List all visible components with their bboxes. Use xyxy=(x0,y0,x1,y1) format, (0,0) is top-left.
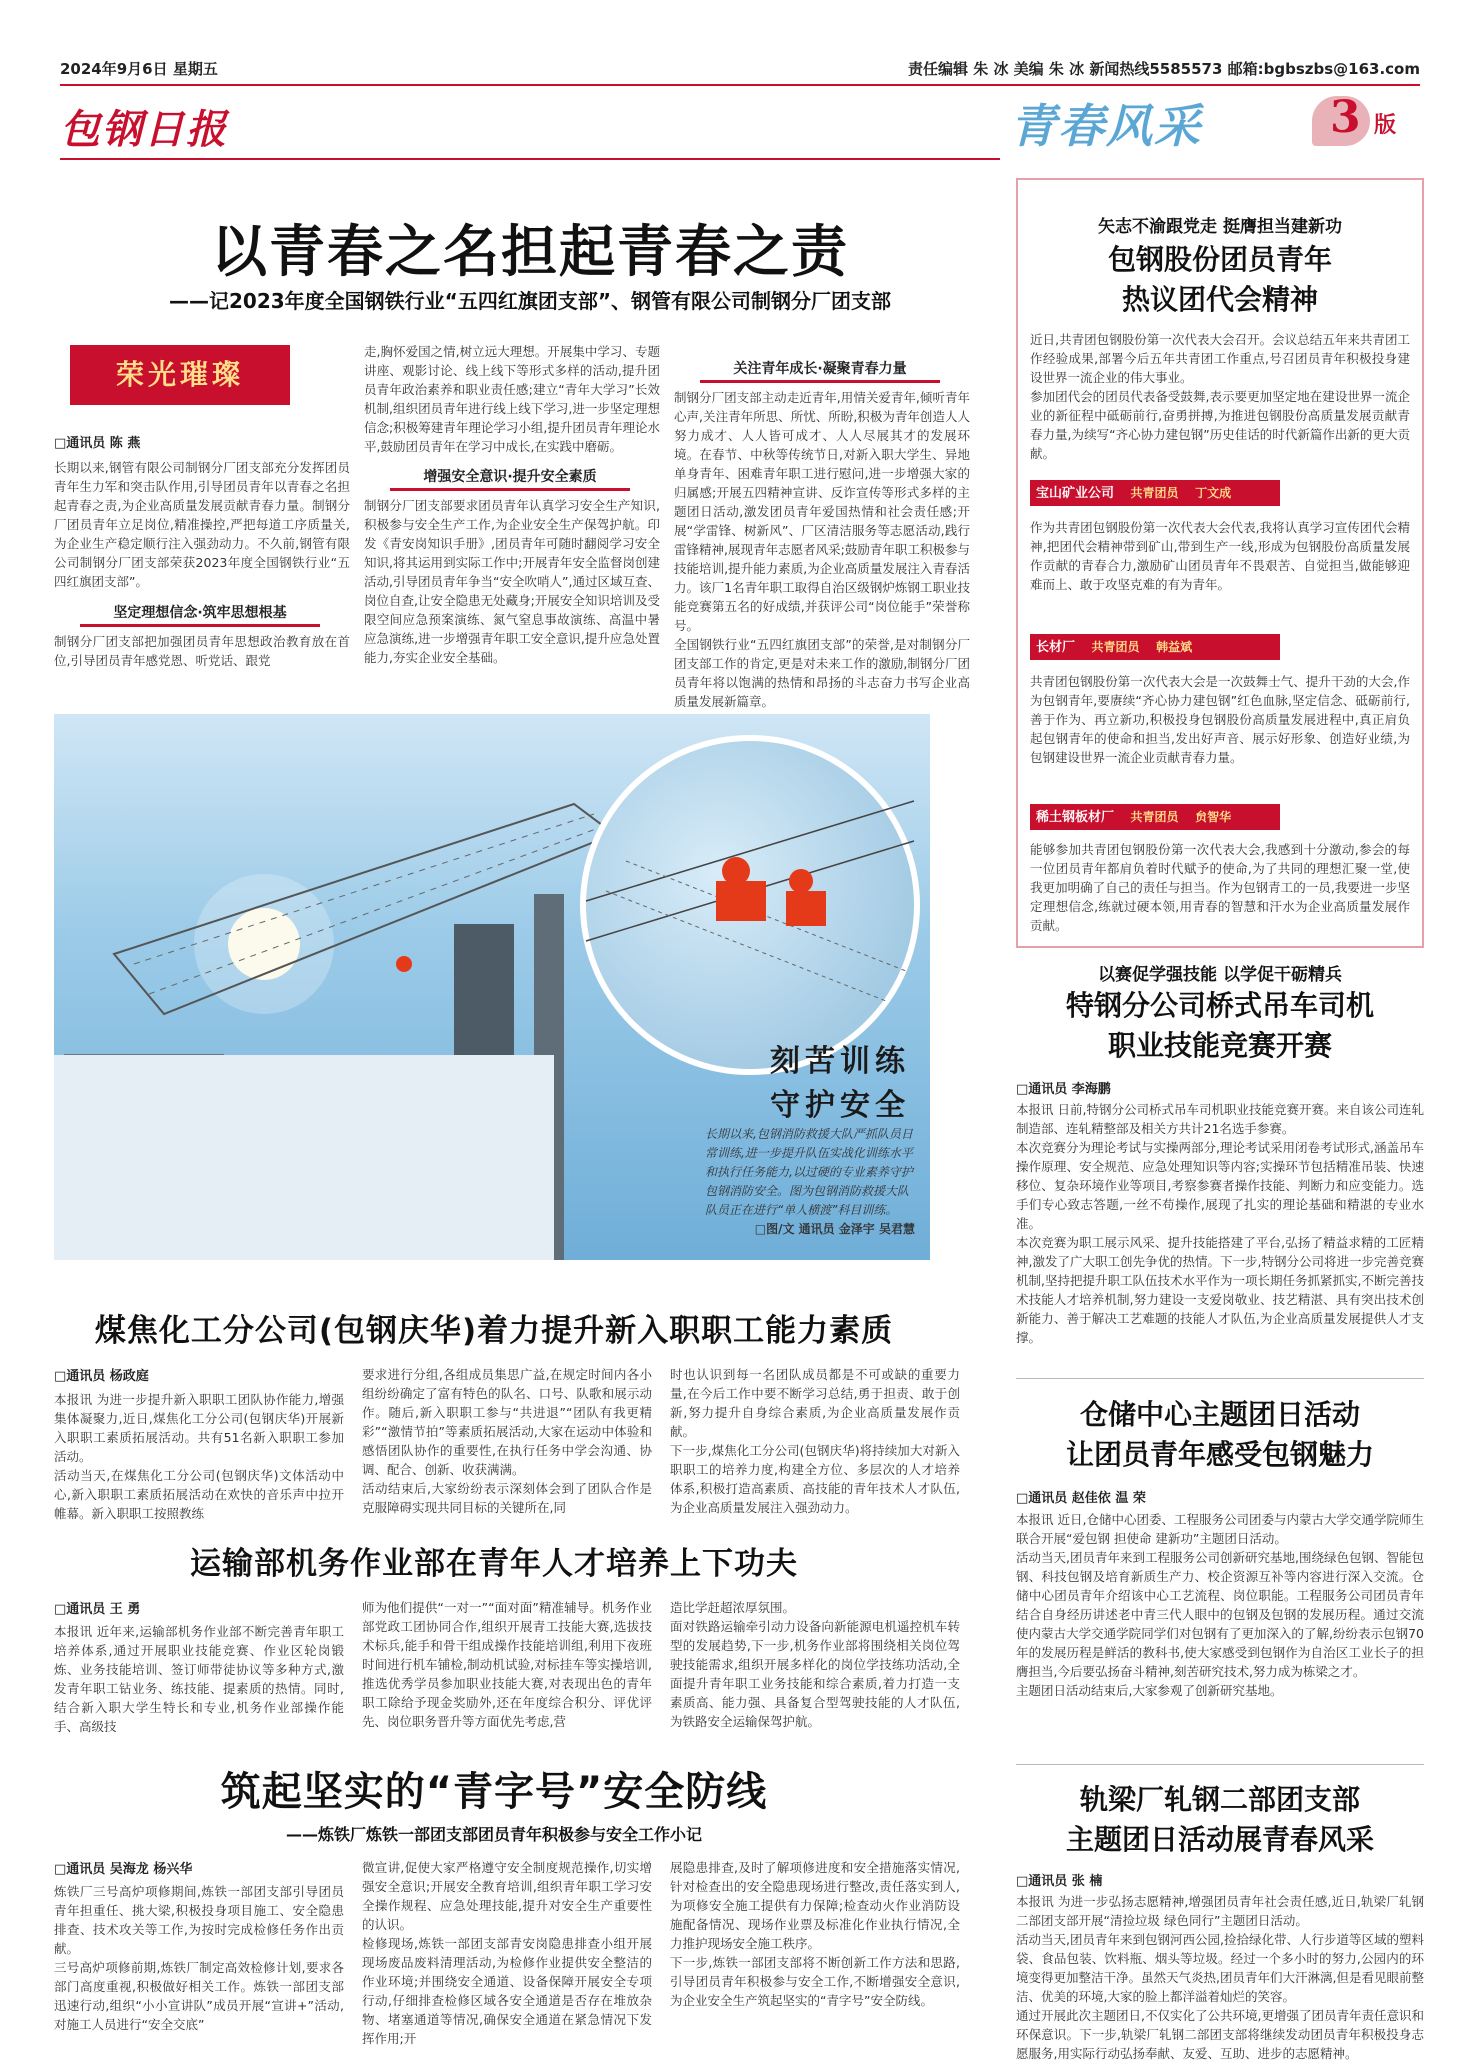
photo-title xyxy=(755,1040,925,1128)
right-headline xyxy=(1030,240,1410,320)
lead-subtitle: ——记2023年度全国钢铁行业“五四红旗团支部”、钢管有限公司制钢分厂团支部 xyxy=(169,289,891,313)
crane-kicker: 以赛促学强技能 以学促干砺精兵 xyxy=(1098,965,1342,985)
quote3-org: 稀土钢板材厂 xyxy=(1036,810,1115,825)
quote-tag-1 xyxy=(1030,480,1280,506)
photo-title-line1: 刻苦训练 xyxy=(770,1044,910,1079)
coking-headline: 煤焦化工分公司(包钢庆华)着力提升新入职职工能力素质 xyxy=(94,1313,894,1349)
honor-badge: 荣光璀璨 xyxy=(70,345,290,405)
coking-byline: □通讯员 杨政庭 xyxy=(54,1369,149,1384)
lead-byline: □通讯员 陈 燕 xyxy=(54,436,141,451)
safety-subtitle: ——炼铁厂炼铁一部团支部团员青年积极参与安全工作小记 xyxy=(285,1825,702,1844)
quote1-name: 丁文成 xyxy=(1195,486,1232,500)
storage-headline-line2: 让团员青年感受包钢魅力 xyxy=(1065,1438,1374,1471)
crane-headline xyxy=(1010,986,1430,1066)
quote-tag-2 xyxy=(1030,634,1280,660)
header-rule xyxy=(60,84,1420,86)
rail-headline-line1: 轨梁厂轧钢二部团支部 xyxy=(1079,1783,1360,1816)
photo-inset xyxy=(580,735,920,1075)
transport-col3: 造比学赶超浓厚氛围。 面对铁路运输牵引动力设备向新能源电机遥控机车转型的发展趋势,下一步,机务作业部将围绕相关岗位驾驶技能需求,组织开展多样化的岗位学技练功活动,全面提升青年职工业务技能和综合素质,着力打造一支素质高、能力强、具备复合型驾驶技能的人才队伍,为铁路安全运输保驾护航。 xyxy=(670,1600,960,1729)
safety-col3: 展隐患排查,及时了解项修进度和安全措施落实情况,针对检查出的安全隐患现场进行整改,责任落实到人,为项修安全施工提供有力保障;检查动火作业消防设施配备情况、现场作业票及标准化作业执行情况,全力推护现场安全施工秩序。 下一步,炼铁一部团支部将不断创新工作方法和思路,引导团员青年积极参与安全工作,不断增强安全意识,为企业安全生产筑起坚实的“青字号”安全防线。 xyxy=(670,1860,960,2008)
section-title: 青春风采 xyxy=(1010,99,1202,153)
rail-body: 本报讯 为进一步弘扬志愿精神,增强团员青年社会责任感,近日,轨梁厂轧钢二部团支部开展“清捡垃圾 绿色同行”主题团日活动。 活动当天,团员青年来到包钢河西公园,捡拾绿化带、人行步道等区域的塑料袋、食品包装、饮料瓶、烟头等垃圾。经过一个多小时的努力,公园内的环境变得更加整洁干净。虽然天气炎热,团员青年们大汗淋漓,但是看见眼前整洁、优美的环境,大家的脸上都洋溢着灿烂的笑容。 通过开展此次主题团日,不仅实化了公共环境,更增强了团员青年责任意识和环保意识。下一步,轨梁厂轧钢二部团支部将继续发动团员青年积极投身志愿服务,用实际行动弘扬奉献、友爱、互助、进步的志愿精神。 xyxy=(1016,1894,1424,2061)
storage-headline xyxy=(1010,1395,1430,1475)
quote3-text: 能够参加共青团包钢股份第一次代表大会,我感到十分激动,参会的每一位团员青年都肩负着时代赋予的使命,为了共同的理想汇聚一堂,使我更加明确了自己的责任与担当。作为包钢青工的一员,我要进一步坚定理想信念,练就过硬本领,用青春的智慧和汗水为企业高质量发展作贡献。 xyxy=(1030,842,1410,933)
lead-headline: 以青春之名担起青春之责 xyxy=(211,220,849,285)
photo-credit: □图/文 通讯员 金泽宇 吴君慧 xyxy=(754,1222,915,1236)
coking-col2: 要求进行分组,各组成员集思广益,在规定时间内各小组纷纷确定了富有特色的队名、口号、队歌和展示动作。随后,新入职职工参与“共进退”“团队有我更精彩”“激情节拍”等素质拓展活动,大家在运动中体验和感悟团队协作的重要性,在执行任务中学会沟通、协调、配合、创新、收获满满。 活动结束后,大家纷纷表示深刻体会到了团队合作是克服障碍实现共同目标的关键所在,同 xyxy=(362,1367,652,1515)
lead-col2b: 制钢分厂团支部要求团员青年认真学习安全生产知识,积极参与安全生产工作,为企业安全生产保驾护航。印发《青安岗知识手册》,团员青年可随时翻阅学习安全知识,将其运用到实际工作中;开展青年安全监督岗创建活动,引导团员青年争当“安全吹哨人”,通过区域互查、岗位自查,让安全隐患无处藏身;开展安全知识培训及受限空间应急预案演练、氮气窒息事故演练、高温中暑应急演练,进一步增强青年职工安全意识,提升应急处置能力,夯实企业安全基础。 xyxy=(364,498,660,665)
transport-headline: 运输部机务作业部在青年人才培养上下功夫 xyxy=(190,1546,798,1582)
photo-ground xyxy=(54,1055,554,1260)
lead-col1a: 长期以来,钢管有限公司制钢分厂团支部充分发挥团员青年生力军和突击队作用,引导团员青年以青春之名担起青春之责,为企业高质量发展贡献青春力量。制钢分厂团员青年立足岗位,精准操控,严把每道工序质量关,为企业生产稳定顺行注入强劲动力。不久前,钢管有限公司制钢分厂团支部荣获2023年度全国钢铁行业“五四红旗团支部”。 xyxy=(54,460,350,589)
photo-title-line2: 守护安全 xyxy=(770,1088,910,1123)
quote1-org: 宝山矿业公司 xyxy=(1036,486,1115,501)
safety-byline: □通讯员 吴海龙 杨兴华 xyxy=(54,1862,193,1877)
divider-2 xyxy=(1016,1764,1424,1765)
lead-col1b: 制钢分厂团支部把加强团员青年思想政治教育放在首位,引导团员青年感党恩、听党话、跟党 xyxy=(54,634,350,668)
coking-col1: 本报讯 为进一步提升新入职职工团队协作能力,增强集体凝聚力,近日,煤焦化工分公司(包钢庆华)开展新入职职工素质拓展活动。共有51名新入职职工参加活动。 活动当天,在煤焦化工分公司(包钢庆华)文体活动中心,新入职职工素质拓展活动在欢快的音乐声中拉开帷幕。新入职职工按照教练 xyxy=(54,1392,344,1521)
safety-headline: 筑起坚实的“青字号”安全防线 xyxy=(220,1769,768,1815)
coking-col3: 时也认识到每一名团队成员都是不可或缺的重要力量,在今后工作中要不断学习总结,勇于担责、敢于创新,努力提升自身综合素质,为企业高质量发展作贡献。 下一步,煤焦化工分公司(包钢庆华)将持续加大对新入职职工的培养力度,构建全方位、多层次的人才培养体系,积极打造高素质、高技能的青年技术人才队伍,为企业高质量发展注入强劲动力。 xyxy=(670,1367,960,1515)
rail-headline xyxy=(1010,1780,1430,1860)
quote2-role: 共青团员 xyxy=(1091,640,1140,654)
right-headline-line1: 包钢股份团员青年 xyxy=(1107,243,1332,276)
safety-col2: 微宣讲,促使大家严格遵守安全制度规范操作,切实增强安全意识;开展安全教育培训,组织青年职工学习安全操作规程、应急处理技能,提升对安全生产重要性的认识。 检修现场,炼铁一部团支部青安岗隐患排查小组开展现场废品废料清理活动,为检修作业提供安全整洁的作业环境;并围绕安全通道、设备保障开展安全专项行动,仔细排查检修区域各安全通道是否存在堆放杂物、堵塞通道等情况,确保安全通道在紧急情况下发挥作用;开 xyxy=(362,1860,652,2046)
storage-byline: □通讯员 赵佳依 温 荣 xyxy=(1016,1491,1146,1506)
right-headline-line2: 热议团代会精神 xyxy=(1121,283,1318,316)
lead-sec1-heading: 坚定理想信念·筑牢思想根基 xyxy=(80,602,320,627)
lead-col3: 制钢分厂团支部主动走近青年,用情关爱青年,倾听青年心声,关注青年所思、所忧、所盼,积极为青年创造人人努力成才、人人皆可成才、人人尽展其才的发展环境。在春节、中秋等传统节日,对新入职大学生、异地单身青年、困难青年职工进行慰问,进一步增强大家的归属感;开展五四精神宣讲、反诈宣传等形式多样的主题团日活动,激发团员青年爱国热情和社会责任感;开展“学雷锋、树新风”、厂区清洁服务等志愿活动,践行雷锋精神,展现青年志愿者风采;鼓励青年职工积极参与技能培训,提升能力素质,为企业高质量发展注入青春活力。该厂1名青年职工取得自治区级钢炉炼钢工职业技能竞赛第五名的好成绩,并获评公司“岗位能手”荣誉称号。 全国钢铁行业“五四红旗团支部”的荣誉,是对制钢分厂团支部工作的肯定,更是对未来工作的激励,制钢分厂团员青年将以饱满的热情和昂扬的斗志奋力书写企业高质量发展新篇章。 xyxy=(674,390,970,709)
lead-sec3-heading: 关注青年成长·凝聚青春力量 xyxy=(700,358,940,383)
crane-headline-line2: 职业技能竞赛开赛 xyxy=(1107,1029,1332,1062)
top-bar xyxy=(60,58,1420,80)
lead-col2a: 走,胸怀爱国之情,树立远大理想。开展集中学习、专题讲座、观影讨论、线上线下等形式多样的活动,提升团员青年政治素养和职业责任感;建立“青年大学习”长效机制,组织团员青年进行线上线下学习,进一步坚定理想信念;积极筹建青年理论学习小组,提升团员青年理论水平,鼓励团员青年在学习中成长,在实践中磨砺。 xyxy=(364,344,660,454)
photo-caption-text: 长期以来,包钢消防救援大队严抓队员日常训练,进一步提升队伍实战化训练水平和执行任务能力,以过硬的专业素养守护包钢消防安全。图为包钢消防救援大队队员正在进行“单人横渡”科目训练。 xyxy=(705,1127,913,1217)
section-rule xyxy=(60,158,1000,160)
storage-headline-line1: 仓储中心主题团日活动 xyxy=(1079,1398,1360,1431)
photo-caption xyxy=(705,1125,915,1239)
editor-info: 责任编辑 朱 冰 美编 朱 冰 新闻热线5585573 邮箱:bgbszbs@163.com xyxy=(908,60,1420,78)
lead-sec2-heading: 增强安全意识·提升安全素质 xyxy=(390,466,630,491)
newspaper-logo: 包钢日报 xyxy=(60,106,228,153)
page-number: 3 xyxy=(1330,92,1361,143)
right-intro: 近日,共青团包钢股份第一次代表大会召开。会议总结五年来共青团工作经验成果,部署今后五年共青团工作重点,号召团员青年积极投身建设世界一流企业的伟大事业。 参加团代会的团员代表备受鼓舞,表示要更加坚定地在建设世界一流企业的新征程中砥砺前行,奋勇拼搏,为推进包钢股份高质量发展贡献青春力量,为续写“齐心协力建包钢”历史佳话的时代新篇作出新的更大贡献。 xyxy=(1030,332,1410,461)
transport-col1: 本报讯 近年来,运输部机务作业部不断完善青年职工培养体系,通过开展职业技能竞赛、作业区轮岗锻炼、业务技能培训、签订师带徒协议等多种方式,激发青年职工钻业务、练技能、提素质的热情。同时,结合新入职大学生特长和专业,机务作业部操作能手、高级技 xyxy=(54,1624,344,1734)
rail-byline: □通讯员 张 楠 xyxy=(1016,1874,1103,1889)
quote2-name: 韩益斌 xyxy=(1156,640,1193,654)
safety-col1: 炼铁厂三号高炉项修期间,炼铁一部团支部引导团员青年担重任、挑大梁,积极投身项目施工、安全隐患排查、技术攻关等工作,为按时完成检修任务作出贡献。 三号高炉项修前期,炼铁厂制定高效检修计划,要求各部门高度重视,积极做好相关工作。炼铁一部团支部迅速行动,组织“小小宣讲队”成员开展“宣讲+”活动,对施工人员进行“安全交底” xyxy=(54,1884,344,2032)
quote3-name: 贠智华 xyxy=(1195,810,1232,824)
quote2-org: 长材厂 xyxy=(1036,640,1076,655)
transport-byline: □通讯员 王 勇 xyxy=(54,1602,141,1617)
divider-1 xyxy=(1016,1378,1424,1379)
storage-body: 本报讯 近日,仓储中心团委、工程服务公司团委与内蒙古大学交通学院师生联合开展“爱包钢 担使命 建新功”主题团日活动。 活动当天,团员青年来到工程服务公司创新研究基地,围绕绿色包钢、智能包钢、科技包钢及培育新质生产力、校企资源互补等内容进行深入交流。仓储中心团员青年介绍该中心工艺流程、岗位职能。工程服务公司团员青年结合自身经历讲述老中青三代人眼中的包钢及包钢的发展历程。通过交流使内蒙古大学交通学院同学们对包钢有了更加深入的了解,纷纷表示包钢70年的发展历程是鲜活的教科书,使大家感受到包钢作为自治区工业长子的担膺担当,今后要弘扬奋斗精神,刻苦研究技术,努力成为栋梁之才。 主题团日活动结束后,大家参观了创新研究基地。 xyxy=(1016,1512,1424,1698)
page-unit: 版 xyxy=(1374,113,1397,138)
quote2-text: 共青团包钢股份第一次代表大会是一次鼓舞士气、提升干劲的大会,作为包钢青年,要赓续“齐心协力建包钢”红色血脉,坚定信念、砥砺前行,善于作为、再立新功,积极投身包钢股份高质量发展进程中,真正肩负起包钢青年的使命和担当,发出好声音、展示好形象、创造好业绩,为包钢建设世界一流企业贡献青春力量。 xyxy=(1030,674,1410,765)
inset-scene xyxy=(586,741,914,1069)
crane-headline-line1: 特钢分公司桥式吊车司机 xyxy=(1065,989,1374,1022)
quote3-role: 共青团员 xyxy=(1130,810,1179,824)
rail-headline-line2: 主题团日活动展青春风采 xyxy=(1065,1823,1374,1856)
quote-tag-3 xyxy=(1030,804,1280,830)
crane-body: 本报讯 日前,特钢分公司桥式吊车司机职业技能竞赛开赛。来自该公司连轧制造部、连轧精整部及相关方共计21名选手参赛。 本次竞赛分为理论考试与实操两部分,理论考试采用闭卷考试形式,涵盖吊车操作原理、安全规范、应急处理知识等内容;实操环节包括精准吊装、快速移位、复杂环境作业等项目,考察参赛者操作技能、判断力和应变能力。选手们专心致志答题,一丝不苟操作,展现了扎实的理论基础和精湛的专业水准。 本次竞赛为职工展示风采、提升技能搭建了平台,弘扬了精益求精的工匠精神,激发了广大职工创先争优的热情。下一步,特钢分公司将进一步完善竞赛机制,坚持把提升职工队伍技术水平作为一项长期任务抓紧抓实,不断完善技术技能人才培养机制,努力建设一支爱岗敬业、技艺精湛、具有突出技术创新能力、善于解决工艺难题的技能人才队伍,为企业高质量发展提供人才支撑。 xyxy=(1016,1102,1424,1345)
crane-byline: □通讯员 李海鹏 xyxy=(1016,1082,1111,1097)
right-kicker: 矢志不渝跟党走 挺膺担当建新功 xyxy=(1098,217,1342,237)
transport-col2: 师为他们提供“一对一”“面对面”精准辅导。机务作业部党政工团协同合作,组织开展青工技能大赛,选拔技术标兵,能手和骨干组成操作技能培训组,利用下夜班时间进行机车铺检,制动机试验,对标挂车等实操培训,推选优秀学员参加职业技能大赛,对表现出色的青年职工除给予现金奖励外,还在年度综合积分、评优评先、岗位职务晋升等方面优先考虑,营 xyxy=(362,1600,652,1729)
issue-date: 2024年9月6日 星期五 xyxy=(60,60,218,78)
quote1-text: 作为共青团包钢股份第一次代表大会代表,我将认真学习宣传团代会精神,把团代会精神带到矿山,带到生产一线,形成为包钢股份高质量发展作贡献的青春合力,激励矿山团员青年不畏艰苦、自觉担当,做能够迎难而上、敢于攻坚克难的有为青年。 xyxy=(1030,520,1410,592)
quote1-role: 共青团员 xyxy=(1130,486,1179,500)
